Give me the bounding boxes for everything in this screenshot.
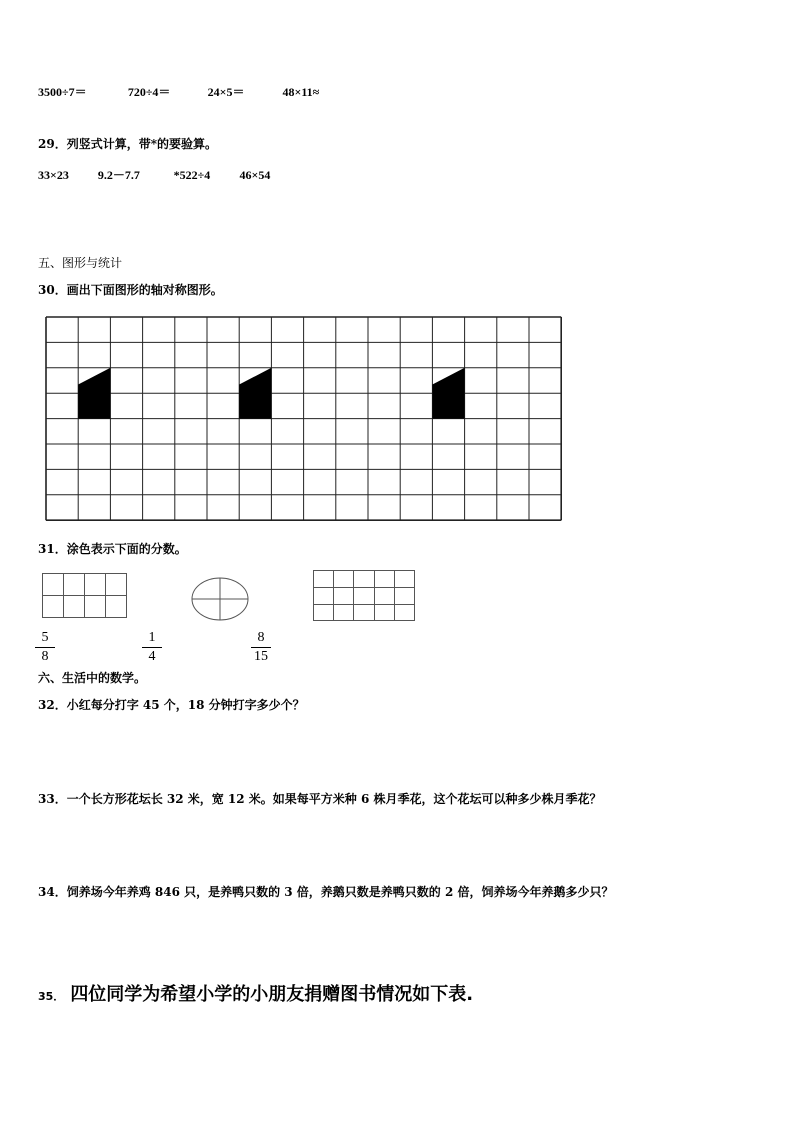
symmetry-grid [45, 316, 565, 522]
fraction-numerator: 5 [41, 630, 49, 645]
fraction-five-eighths [35, 630, 55, 664]
circle-quarters [190, 576, 250, 622]
fraction-bar [251, 647, 271, 648]
trapezoid-shape-2 [239, 368, 271, 419]
q29-items [38, 167, 270, 183]
fraction-one-quarter [142, 630, 162, 664]
q33-text: 33．一个长方形花坛长 32 米，宽 12 米。如果每平方米种 6 株月季花，这个花坛可以种多少株月季花？ [38, 792, 602, 806]
section-6-heading: 六、生活中的数学。 [38, 671, 147, 685]
q30-title: 30．画出下面图形的轴对称图形。 [38, 283, 223, 297]
fraction-numerator: 8 [257, 630, 265, 645]
q29-item-3: *522÷4 [173, 168, 211, 182]
q29-item-1: 33×23 [38, 168, 69, 182]
section-5-heading: 五、图形与统计 [38, 256, 123, 270]
q34-text: 34．饲养场今年养鸡 846 只，是养鸭只数的 3 倍，养鹅只数是养鸭只数的 2 倍，饲养场今年养鹅多少只？ [38, 885, 614, 899]
trapezoid-shape-3 [432, 368, 464, 419]
q29-item-4: 46×54 [239, 168, 271, 182]
oral-calc-2: 720÷4＝ [127, 85, 171, 99]
fraction-denominator: 15 [254, 649, 268, 664]
oral-calc-4: 48×11≈ [282, 85, 320, 99]
fraction-bar [142, 647, 162, 648]
fraction-bar [35, 647, 55, 648]
fraction-numerator: 1 [148, 630, 156, 645]
q29-title: 29．列竖式计算，带*的要验算。 [38, 137, 217, 151]
q35-heading [38, 980, 473, 1006]
oral-calculation-row [38, 84, 319, 100]
q35-number: 35． [38, 990, 65, 1003]
q29-item-2: 9.2－7.7 [97, 168, 140, 182]
oral-calc-1: 3500÷7＝ [38, 85, 87, 99]
fraction-eight-fifteenths [251, 630, 271, 664]
fraction-denominator: 8 [41, 649, 49, 664]
rectangle-grid-eighths [42, 573, 128, 619]
rectangle-grid-fifteenths [313, 570, 416, 622]
fraction-denominator: 4 [148, 649, 156, 664]
trapezoid-shape-1 [78, 368, 110, 419]
oral-calc-3: 24×5＝ [207, 85, 245, 99]
q35-text: 四位同学为希望小学的小朋友捐赠图书情况如下表. [70, 984, 474, 1005]
q32-text: 32．小红每分打字 45 个，18 分钟打字多少个？ [38, 698, 305, 712]
q31-title: 31．涂色表示下面的分数。 [38, 542, 187, 556]
